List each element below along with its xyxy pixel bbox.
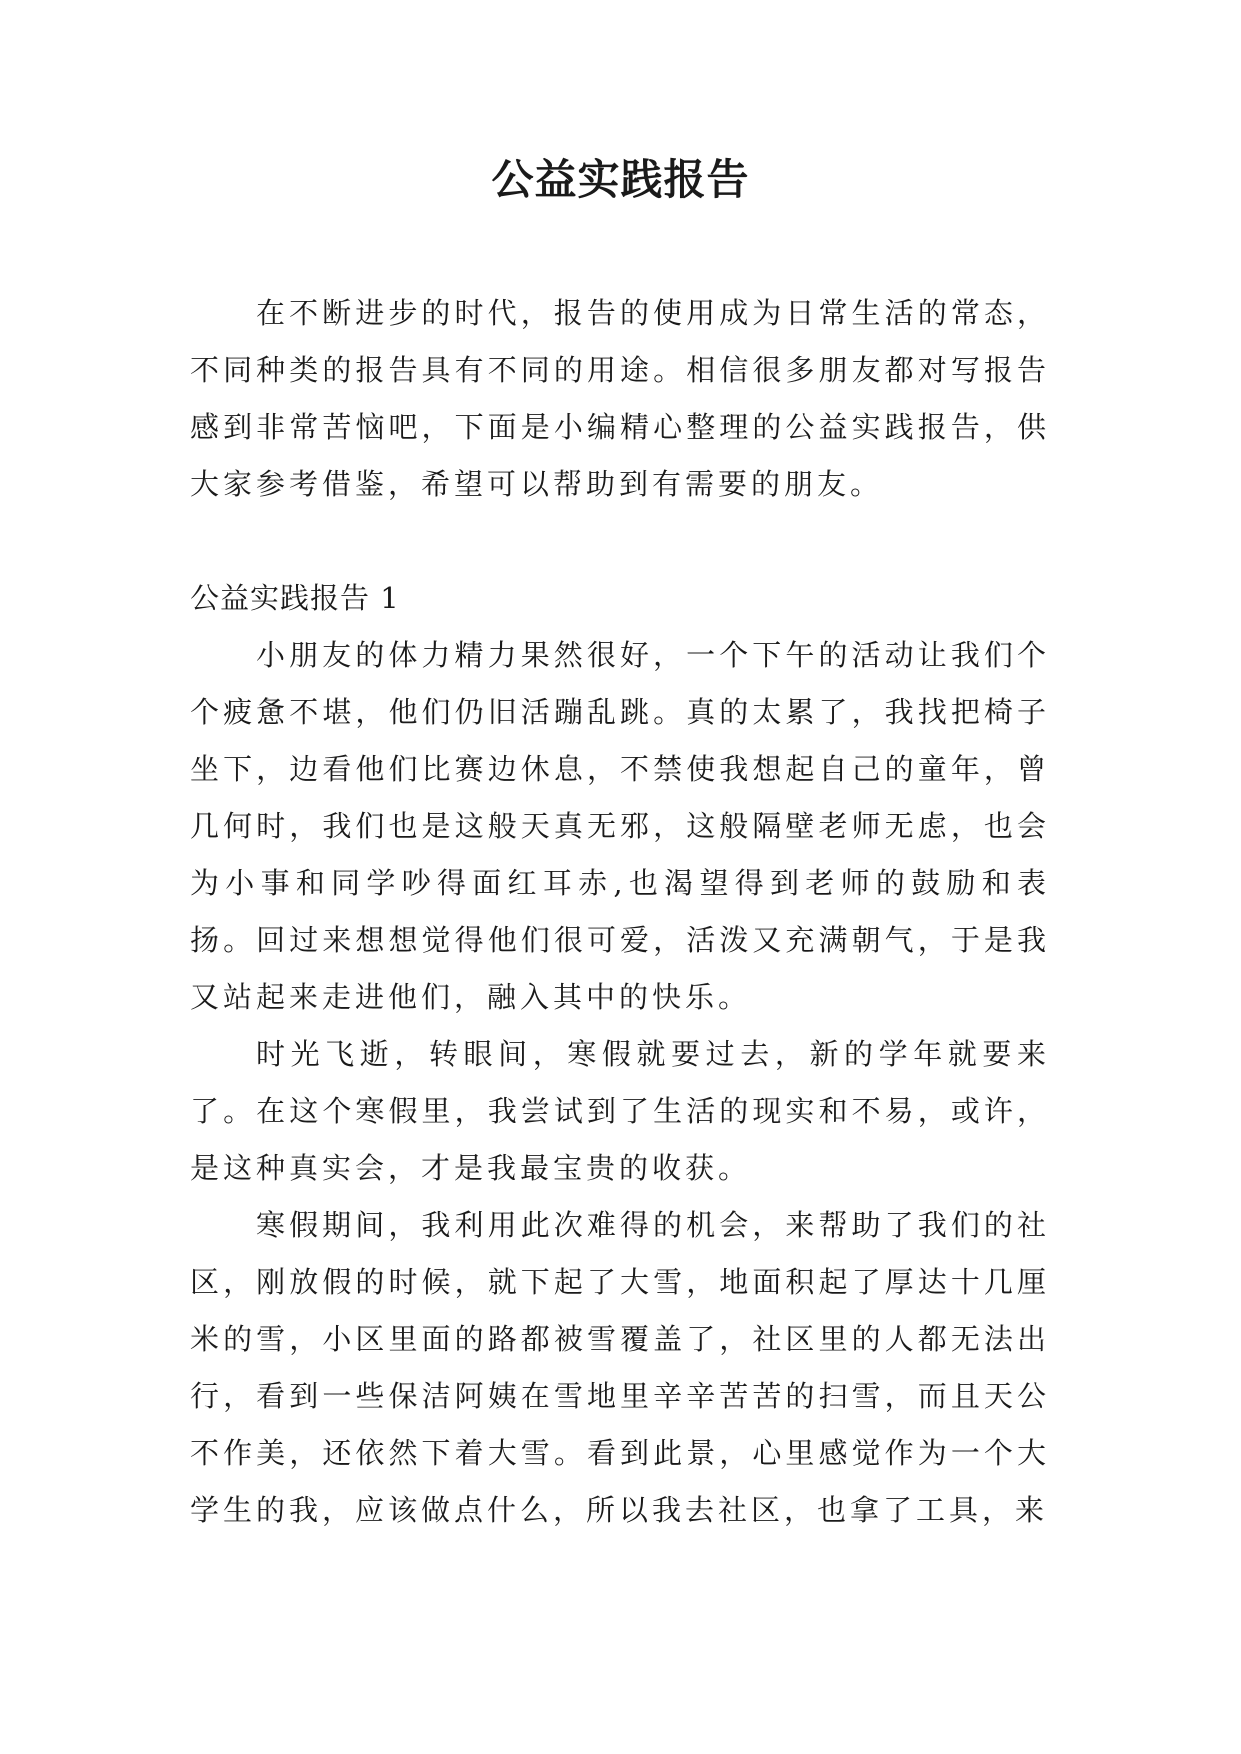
body-paragraph: 小朋友的体力精力果然很好，一个下午的活动让我们个个疲惫不堪，他们仍旧活蹦乱跳。真的太累了，我找把椅子坐下，边看他们比赛边休息，不禁使我想起自己的童年，曾几何时，我们也是这般天真无邪，这般隔壁老师无虑，也会为小事和同学吵得面红耳赤,也渴望得到老师的鼓励和表扬。回过来想想觉得他们很可爱，活泼又充满朝气，于是我又站起来走进他们，融入其中的快乐。 xyxy=(190,638,1050,1014)
intro-block xyxy=(190,285,1050,513)
section-1 xyxy=(190,570,1050,1539)
page-title: 公益实践报告 xyxy=(491,155,750,204)
intro-paragraph: 在不断进步的时代，报告的使用成为日常生活的常态，不同种类的报告具有不同的用途。相信很多朋友都对写报告感到非常苦恼吧，下面是小编精心整理的公益实践报告，供大家参考借鉴，希望可以帮助到有需要的朋友。 xyxy=(190,296,1050,501)
body-paragraph: 寒假期间，我利用此次难得的机会，来帮助了我们的社区，刚放假的时候，就下起了大雪，地面积起了厚达十几厘米的雪，小区里面的路都被雪覆盖了，社区里的人都无法出行，看到一些保洁阿姨在雪地里辛辛苦苦的扫雪，而且天公不作美，还依然下着大雪。看到此景，心里感觉作为一个大学生的我，应该做点什么，所以我去社区，也拿了工具，来 xyxy=(190,1208,1050,1527)
body-paragraph: 时光飞逝，转眼间，寒假就要过去，新的学年就要来了。在这个寒假里，我尝试到了生活的现实和不易，或许，是这种真实会，才是我最宝贵的收获。 xyxy=(190,1037,1050,1185)
section-heading: 公益实践报告 1 xyxy=(190,581,400,615)
